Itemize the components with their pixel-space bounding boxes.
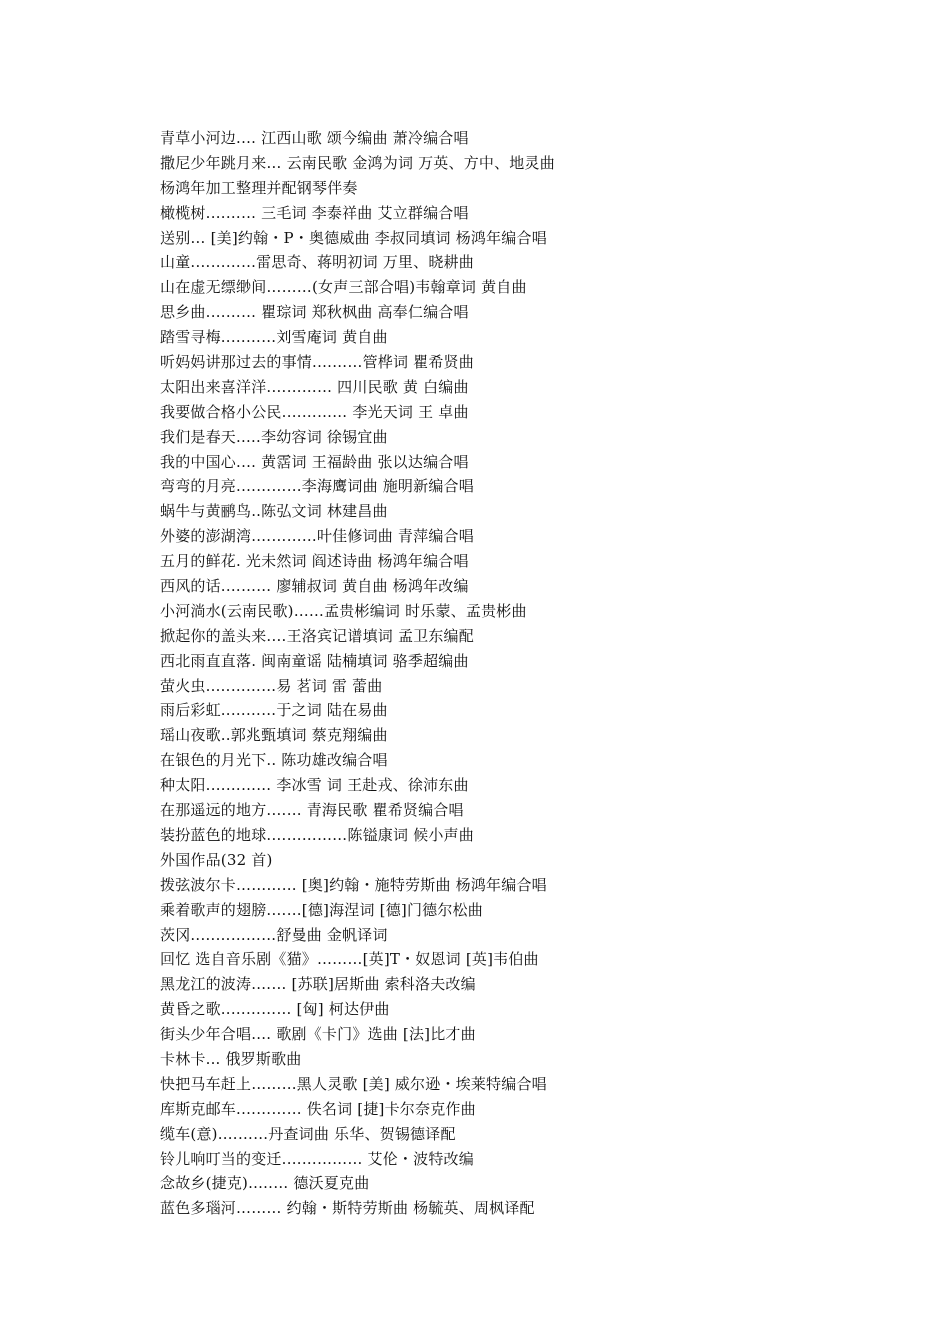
text-line: 种太阳.………… 李冰雪 词 王赴戎、徐沛东曲	[160, 776, 469, 795]
text-line: 铃儿响叮当的变迁.…………… 艾伦・波特改编	[160, 1149, 474, 1168]
text-line: 蜗牛与黄鹂鸟..陈弘文词 林建昌曲	[160, 502, 388, 521]
text-line: 五月的鲜花. 光未然词 阎述诗曲 杨鸿年编合唱	[160, 552, 469, 571]
text-line: 乘着歌声的翅膀.……[德]海涅词 [德]门德尔松曲	[160, 900, 483, 919]
text-line: 山童.…………雷思奇、蒋明初词 万里、晓耕曲	[160, 253, 474, 272]
text-line: 我们是春天..…李幼容词 徐锡宜曲	[160, 427, 388, 446]
text-line: 茨冈..……………舒曼曲 金帆译词	[160, 925, 388, 944]
text-line: 蓝色多瑙河……… 约翰・斯特劳斯曲 杨毓英、周枫译配	[160, 1199, 535, 1218]
text-line: 回忆 选自音乐剧《猫》………[英]T・奴恩词 [英]韦伯曲	[160, 950, 539, 969]
text-line: 送别… [美]约翰・P・奥德威曲 李叔同填词 杨鸿年编合唱	[160, 228, 547, 247]
text-line: 瑶山夜歌..郭兆甄填词 蔡克翔编曲	[160, 726, 388, 745]
text-line: 雨后彩虹..………于之词 陆在易曲	[160, 701, 388, 720]
text-line: 撒尼少年跳月来… 云南民歌 金鸿为词 万英、方中、地灵曲	[160, 153, 555, 172]
text-line: 山在虚无缥缈间………(女声三部合唱)韦翰章词 黄自曲	[160, 278, 527, 297]
text-line: 黄昏之歌..………… [匈] 柯达伊曲	[160, 1000, 390, 1019]
text-line: 西北雨直直落. 闽南童谣 陆楠填词 骆季超编曲	[160, 651, 469, 670]
text-line: 装扮蓝色的地球.……………陈镒康词 候小声曲	[160, 825, 474, 844]
song-list	[160, 126, 900, 1221]
text-line: 萤火虫..…………易 茗词 雷 蕾曲	[160, 676, 383, 695]
text-line: 在那遥远的地方.…… 青海民歌 瞿希贤编合唱	[160, 801, 464, 820]
text-line: 小河淌水(云南民歌)……孟贵彬编词 时乐蒙、孟贵彬曲	[160, 601, 527, 620]
text-line: 我要做合格小公民.………… 李光天词 王 卓曲	[160, 402, 469, 421]
text-line: 快把马车赶上………黑人灵歌 [美] 威尔逊・埃莱特编合唱	[160, 1074, 547, 1093]
text-line: 拨弦波尔卡………… [奥]约翰・施特劳斯曲 杨鸿年编合唱	[160, 875, 547, 894]
text-line: 西风的话.……… 廖辅叔词 黄自曲 杨鸿年改编	[160, 577, 469, 596]
text-line: 黑龙江的波涛.…… [苏联]居斯曲 索科洛夫改编	[160, 975, 476, 994]
text-line: 念故乡(捷克)..…… 德沃夏克曲	[160, 1174, 370, 1193]
text-line: 外国作品(32 首)	[160, 850, 273, 869]
text-line: 太阳出来喜洋洋.………… 四川民歌 黄 白编曲	[160, 377, 469, 396]
text-line: 缆车(意).………丹查词曲 乐华、贺锡德译配	[160, 1124, 456, 1143]
text-line: 库斯克邮车.………… 佚名词 [捷]卡尔奈克作曲	[160, 1099, 476, 1118]
text-line: 街头少年合唱.… 歌剧《卡门》选曲 [法]比才曲	[160, 1025, 476, 1044]
text-line: 在银色的月光下.. 陈功雄改编合唱	[160, 751, 388, 770]
text-line: 橄榄树.……… 三毛词 李泰祥曲 艾立群编合唱	[160, 203, 469, 222]
text-line: 青草小河边.… 江西山歌 颂今编曲 萧冷编合唱	[160, 129, 469, 147]
text-line: 我的中国心.… 黄霑词 王福龄曲 张以达编合唱	[160, 452, 469, 471]
text-line: 卡林卡... 俄罗斯歌曲	[160, 1049, 302, 1068]
text-line: 踏雪寻梅..………刘雪庵词 黄自曲	[160, 328, 388, 347]
text-line: 外婆的澎湖湾.…………叶佳修词曲 青萍编合唱	[160, 527, 474, 546]
text-line: 掀起你的盖头来.…王洛宾记谱填词 孟卫东编配	[160, 626, 474, 645]
text-line: 听妈妈讲那过去的事情.………管桦词 瞿希贤曲	[160, 353, 474, 372]
text-line: 弯弯的月亮.…………李海鹰词曲 施明新编合唱	[160, 477, 474, 496]
text-line: 杨鸿年加工整理并配钢琴伴奏	[160, 178, 358, 197]
text-line: 思乡曲.……… 瞿琮词 郑秋枫曲 高奉仁编合唱	[160, 303, 469, 322]
